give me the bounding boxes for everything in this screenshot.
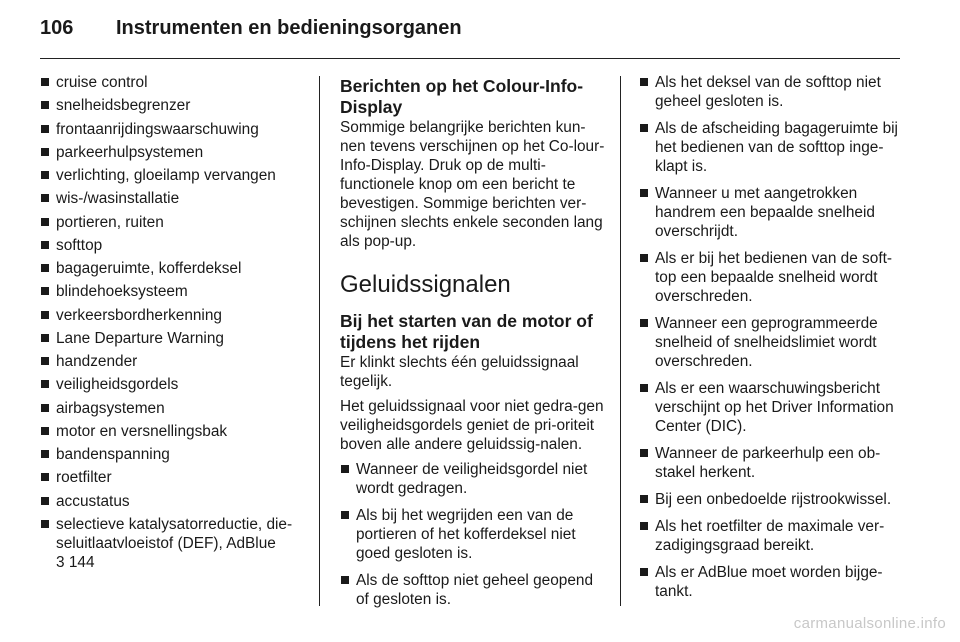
list-item: roetfilter <box>40 468 312 487</box>
page-header <box>40 17 462 40</box>
main-heading: Geluidssignalen <box>340 271 511 298</box>
paragraph: Er klinkt slechts één geluidssignaal tegelijk. <box>340 354 579 390</box>
column-2 <box>340 76 608 617</box>
list-item: veiligheidsgordels <box>40 375 312 394</box>
section-text: Sommige belangrijke berichten kun-nen tevens verschijnen op het Co-lour-Info-Display. Druk op de multi-functionele knop om een bericht te bevestigen. Sommige berichten ver-schijnen slechts enkele seconden lang als pop-up. <box>340 119 605 250</box>
column-divider-1 <box>319 76 320 606</box>
list-item: frontaanrijdingswaarschuwing <box>40 120 312 139</box>
list-item: Wanneer een geprogrammeerde snelheid of snelheidslimiet wordt overschreden. <box>639 314 909 371</box>
column-1 <box>40 73 312 576</box>
list-item: cruise control <box>40 73 312 92</box>
list-item: portieren, ruiten <box>40 213 312 232</box>
list-item: bandenspanning <box>40 445 312 464</box>
list-item: Als het roetfilter de maximale ver-zadigingsgraad bereikt. <box>639 517 909 555</box>
list-item: accustatus <box>40 492 312 511</box>
list-item: verkeersbordherkenning <box>40 306 312 325</box>
watermark: carmanualsonline.info <box>793 615 946 632</box>
signal-list-continued <box>639 73 909 601</box>
list-item: handzender <box>40 352 312 371</box>
list-item: Als er bij het bedienen van de soft-top een bepaalde snelheid wordt overschreden. <box>639 249 909 306</box>
list-item: bagageruimte, kofferdeksel <box>40 259 312 278</box>
column-3 <box>639 73 909 609</box>
page-title: Instrumenten en bedieningsorganen <box>116 17 462 39</box>
list-item: Lane Departure Warning <box>40 329 312 348</box>
column-divider-2 <box>620 76 621 606</box>
list-item: motor en versnellingsbak <box>40 422 312 441</box>
list-item: blindehoeksysteem <box>40 282 312 301</box>
list-item: Als er AdBlue moet worden bijge-tankt. <box>639 563 909 601</box>
list-item: Als er een waarschuwingsbericht verschijnt op het Driver Information Center (DIC). <box>639 379 909 436</box>
list-item: Wanneer de parkeerhulp een ob-stakel herkent. <box>639 444 909 482</box>
list-item-text: selectieve katalysatorreductie, die-seluitlaatvloeistof (DEF), AdBlue <box>56 515 293 552</box>
page-reference-link[interactable]: 3 144 <box>56 553 95 571</box>
list-item: Als de softtop niet geheel geopend of gesloten is. <box>340 571 608 609</box>
section-heading: Berichten op het Colour-Info-Display <box>340 76 584 117</box>
list-item: verlichting, gloeilamp vervangen <box>40 166 312 185</box>
paragraph: Het geluidssignaal voor niet gedra-gen veiligheidsgordels geniet de pri-oriteit boven alle andere geluidssig-nalen. <box>340 398 604 453</box>
signal-list <box>340 460 608 609</box>
list-item: Wanneer de veiligheidsgordel niet wordt gedragen. <box>340 460 608 498</box>
list-item: Wanneer u met aangetrokken handrem een bepaalde snelheid overschrijdt. <box>639 184 909 241</box>
list-item: snelheidsbegrenzer <box>40 96 312 115</box>
list-item: Als het deksel van de softtop niet geheel gesloten is. <box>639 73 909 111</box>
list-item: softtop <box>40 236 312 255</box>
page-number: 106 <box>40 17 74 39</box>
list-item: Als bij het wegrijden een van de portieren of het kofferdeksel niet goed gesloten is. <box>340 506 608 563</box>
list-item: Bij een onbedoelde rijstrookwissel. <box>639 490 909 509</box>
list-item: airbagsystemen <box>40 399 312 418</box>
header-rule <box>40 58 900 59</box>
list-item: wis-/wasinstallatie <box>40 189 312 208</box>
sub-heading: Bij het starten van de motor of tijdens het rijden <box>340 311 593 352</box>
list-item: parkeerhulpsystemen <box>40 143 312 162</box>
list-item <box>40 515 312 572</box>
topic-list <box>40 73 312 572</box>
list-item: Als de afscheiding bagageruimte bij het bedienen van de softtop inge-klapt is. <box>639 119 909 176</box>
